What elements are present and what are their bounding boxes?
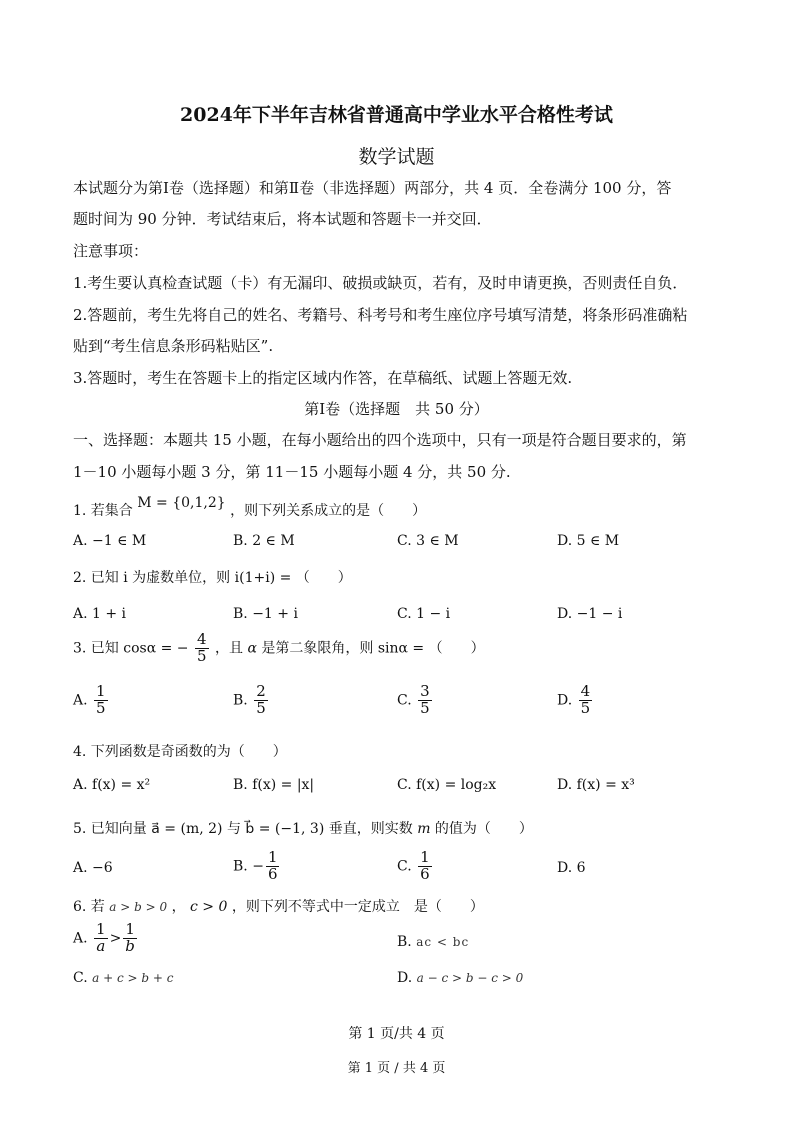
q5-b-num: 1 xyxy=(267,848,278,866)
q3-a-fraction xyxy=(94,684,108,717)
q3-pre: 3. 已知 xyxy=(73,640,119,657)
q3-a-num: 1 xyxy=(96,682,106,700)
q2-pre: 2. 已知 i 为虚数单位，则 xyxy=(73,570,231,586)
q5-math2: b⃗ = (−1, 3) xyxy=(245,821,325,837)
q3-d-fraction xyxy=(579,684,593,717)
q2-post: （ ） xyxy=(295,570,352,586)
q6-a-label: A. xyxy=(73,930,88,947)
question-6-stem xyxy=(73,896,484,916)
exam-subtitle: 数学试题 xyxy=(358,146,435,168)
q3-option-c[interactable] xyxy=(397,684,434,717)
q6-option-a[interactable] xyxy=(73,922,139,955)
q6-d-value: a − c > b − c > 0 xyxy=(416,971,524,985)
question-4-stem: 4. 下列函数是奇函数的为（ ） xyxy=(73,744,287,760)
q4-option-a[interactable]: A. f(x) = x² xyxy=(73,777,151,793)
q6-b-label: B. xyxy=(397,934,412,950)
q3-c-fraction xyxy=(418,684,432,717)
q1-option-a[interactable]: A. −1 ∈ M xyxy=(73,533,147,549)
q6-math: a > b > 0 xyxy=(109,900,168,914)
notice-item-2b: 贴到“考生信息条形码粘贴区”. xyxy=(73,337,274,355)
q5-b-fraction xyxy=(266,850,280,883)
section-desc-2: 1－10 小题每小题 3 分，第 11－15 小题每小题 4 分，共 50 分. xyxy=(73,463,511,481)
q3-b-fraction xyxy=(254,684,268,717)
notice-label: 注意事项： xyxy=(73,242,149,260)
q6-a-fraction-1 xyxy=(94,922,108,955)
q5-c-den: 6 xyxy=(420,864,430,883)
q3-d-num: 4 xyxy=(580,682,591,700)
section-header: 第Ⅰ卷（选择题 共 50 分） xyxy=(304,400,489,418)
q3-math2: sinα = xyxy=(377,640,425,657)
q5-c-num: 1 xyxy=(420,848,430,866)
section-desc-1: 一、选择题：本题共 15 小题，在每小题给出的四个选项中，只有一项是符合题目要求的，第 xyxy=(73,431,687,449)
q5-c-label: C. xyxy=(397,858,412,875)
q3-option-d[interactable] xyxy=(557,684,594,717)
q1-option-b[interactable]: B. 2 ∈ M xyxy=(233,533,295,549)
question-2-stem xyxy=(73,567,352,587)
q6-c-value: a + c > b + c xyxy=(92,971,174,985)
q6-mid: ， xyxy=(171,899,186,915)
q3-mid: ，且 xyxy=(215,640,243,657)
q3-c-label: C. xyxy=(397,692,412,709)
q4-option-d[interactable]: D. f(x) = x³ xyxy=(557,777,635,793)
q3-option-a[interactable] xyxy=(73,684,110,717)
q3-option-b[interactable] xyxy=(233,684,270,717)
q1-math: M = {0,1,2} xyxy=(137,495,226,511)
q6-a-num1: 1 xyxy=(96,920,106,938)
q3-b-den: 5 xyxy=(256,698,266,717)
q5-b-label: B. xyxy=(233,858,248,875)
q6-a-den1: a xyxy=(94,938,108,955)
q2-option-d[interactable]: D. −1 − i xyxy=(557,606,623,622)
q1-pre: 1. 若集合 xyxy=(73,503,133,519)
q2-option-b[interactable]: B. −1 + i xyxy=(233,606,298,622)
q5-option-d[interactable] xyxy=(557,860,586,876)
question-3-stem xyxy=(73,632,485,665)
question-1-stem xyxy=(73,495,427,520)
q5-option-b[interactable] xyxy=(233,850,281,883)
q5-option-a[interactable] xyxy=(73,860,113,876)
q3-a-den: 5 xyxy=(96,698,106,717)
q3-math: cosα = − xyxy=(123,640,189,657)
q3-post: （ ） xyxy=(428,640,485,657)
q6-a-den2: b xyxy=(125,936,135,955)
intro-line-1: 本试题分为第Ⅰ卷（选择题）和第Ⅱ卷（非选择题）两部分，共 4 页．全卷满分 100 分，答 xyxy=(73,179,672,197)
intro-line-2: 题时间为 90 分钟．考试结束后，将本试题和答题卡一并交回． xyxy=(73,210,492,228)
q3-alpha: α xyxy=(247,640,257,657)
q5-option-c[interactable] xyxy=(397,850,434,883)
notice-item-2a: 2.答题前，考生先将自己的姓名、考籍号、科考号和考生座位序号填写清楚，将条形码准确粘 xyxy=(73,306,688,324)
q4-option-c[interactable]: C. f(x) = log₂x xyxy=(397,777,497,793)
q5-b-den: 6 xyxy=(267,864,278,883)
q5-post: 的值为（ ） xyxy=(434,821,533,837)
q6-math2: c > 0 xyxy=(190,899,228,915)
q5-d-label: D. xyxy=(557,860,573,876)
notice-item-3: 3.答题时，考生在答题卡上的指定区域内作答，在草稿纸、试题上答题无效. xyxy=(73,369,573,387)
q6-option-c[interactable] xyxy=(73,970,173,986)
q5-mid2: 垂直，则实数 xyxy=(328,821,413,837)
q5-c-fraction xyxy=(418,850,432,883)
q6-c-label: C. xyxy=(73,970,88,986)
exam-title: 2024年下半年吉林省普通高中学业水平合格性考试 xyxy=(180,104,613,126)
q5-math: a⃗ = (m, 2) xyxy=(151,821,223,837)
q3-fraction xyxy=(195,632,209,665)
q3-d-label: D. xyxy=(557,692,573,709)
q5-mid: 与 xyxy=(226,821,241,837)
q1-post: ，则下列关系成立的是（ ） xyxy=(230,503,427,519)
q3-a-label: A. xyxy=(73,692,88,709)
q6-option-d[interactable] xyxy=(397,970,523,986)
q5-a-value: −6 xyxy=(92,860,113,876)
q6-a-num2: 1 xyxy=(125,920,135,938)
q2-option-a[interactable]: A. 1 + i xyxy=(73,606,127,622)
q1-option-c[interactable]: C. 3 ∈ M xyxy=(397,533,459,549)
q3-c-den: 5 xyxy=(420,698,430,717)
q1-option-d[interactable]: D. 5 ∈ M xyxy=(557,533,620,549)
q3-d-den: 5 xyxy=(580,698,591,717)
q3-b-num: 2 xyxy=(256,682,266,700)
q6-option-b[interactable] xyxy=(397,934,469,950)
q4-option-b[interactable]: B. f(x) = |x| xyxy=(233,777,315,793)
q3-frac-den: 5 xyxy=(197,646,207,665)
q5-d-value: 6 xyxy=(576,860,586,876)
q6-pre: 6. 若 xyxy=(73,899,105,915)
q5-m: m xyxy=(417,821,431,837)
question-5-stem xyxy=(73,818,533,838)
q3-mid2: 是第二象限角，则 xyxy=(261,640,374,657)
q3-c-num: 3 xyxy=(420,682,430,700)
q5-b-sign: − xyxy=(252,858,264,875)
q3-b-label: B. xyxy=(233,692,248,709)
page-number-inner: 第 1 页/共 4 页 xyxy=(348,1026,445,1042)
q6-post: ，则下列不等式中一定成立 是（ ） xyxy=(231,899,484,915)
page-number-outer: 第 1 页 / 共 4 页 xyxy=(347,1061,446,1076)
notice-item-1: 1.考生要认真检查试题（卡）有无漏印、破损或缺页，若有，及时申请更换，否则责任自负． xyxy=(73,274,688,292)
q6-a-op: > xyxy=(109,930,122,947)
q6-a-fraction-2 xyxy=(123,922,137,955)
q2-math: i(1+i) = xyxy=(234,570,292,586)
q5-a-label: A. xyxy=(73,860,88,876)
q6-d-label: D. xyxy=(397,970,413,986)
q3-frac-num: 4 xyxy=(197,630,207,648)
q6-b-value: ac < bc xyxy=(416,935,470,949)
q2-option-c[interactable]: C. 1 − i xyxy=(397,606,451,622)
q5-pre: 5. 已知向量 xyxy=(73,821,147,837)
